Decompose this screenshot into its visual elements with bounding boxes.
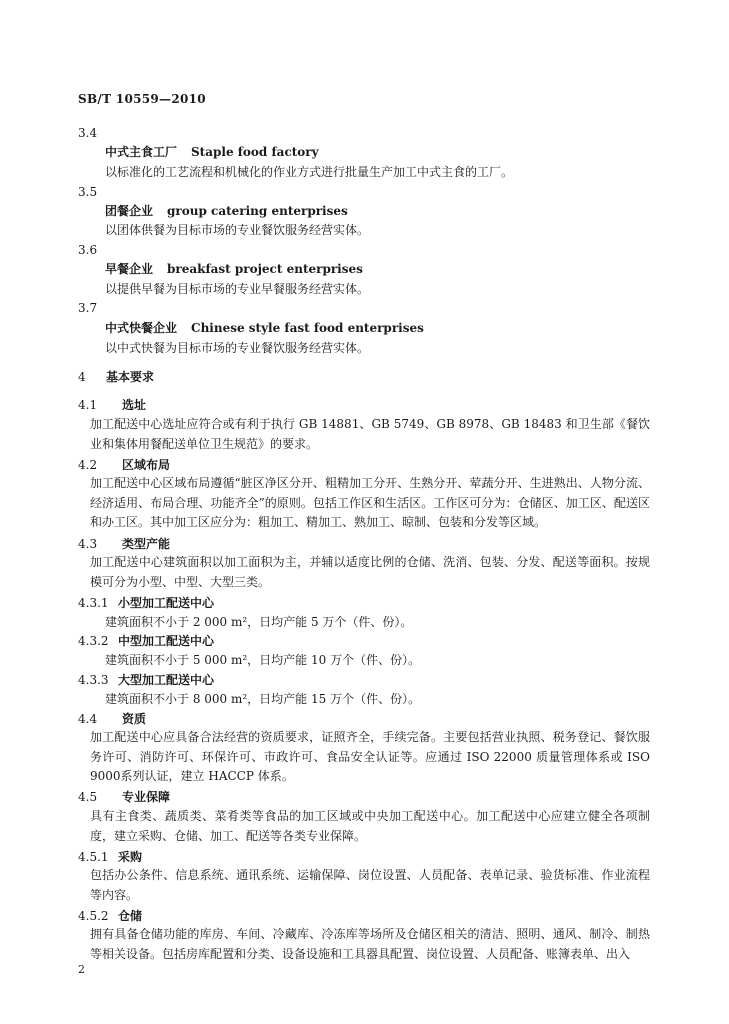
section-heading xyxy=(78,673,214,687)
section-heading xyxy=(78,850,142,864)
section-title: 专业保障 xyxy=(122,790,171,804)
term-english: breakfast project enterprises xyxy=(167,262,363,276)
section-paragraph: 建筑面积不小于 8 000 m²，日均产能 15 万个（件、份）。 xyxy=(105,692,421,706)
section-number: 4.5 xyxy=(78,790,98,804)
term-chinese: 早餐企业 xyxy=(105,262,154,276)
section-number: 4.3.1 xyxy=(78,596,109,610)
section-heading xyxy=(78,596,214,610)
section-paragraph: 加工配送中心区域布局遵循“脏区净区分开、粗精加工分开、生熟分开、荤蔬分开、生进熟出、人物分流、经济适用、布局合理、功能齐全”的原则。包括工作区和生活区。工作区可分为：仓储区、加工区、配送区和办工区。其中加工区应分为：粗加工、精加工、熟加工、晾制、包装和分发等区域。 xyxy=(90,476,650,529)
section-heading xyxy=(78,790,170,804)
section-title: 仓储 xyxy=(118,909,143,923)
definition-text: 以提供早餐为目标市场的专业早餐服务经营实体。 xyxy=(105,282,370,296)
section-paragraph: 拥有具备仓储功能的库房、车间、冷藏库、冷冻库等场所及仓储区相关的清洁、照明、通风、制冷、制热等相关设备。包括房库配置和分类、设备设施和工具器具配置、岗位设置、人员配备、账簿表单、出入 xyxy=(90,927,650,961)
section-heading xyxy=(78,909,142,923)
term-chinese: 中式主食工厂 xyxy=(105,145,178,159)
section-heading xyxy=(78,458,170,472)
section-number: 4.3 xyxy=(78,537,98,551)
definition-text: 以中式快餐为目标市场的专业餐饮服务经营实体。 xyxy=(105,341,370,355)
section-number: 4.1 xyxy=(78,398,98,412)
term-chinese: 团餐企业 xyxy=(105,204,154,218)
section-heading xyxy=(78,537,170,551)
section-paragraph: 加工配送中心应具备合法经营的资质要求，证照齐全，手续完备。主要包括营业执照、税务登记、餐饮服务许可、消防许可、环保许可、市政许可、食品安全认证等。应通过 ISO 22000 质量管理体系或 ISO 9000系列认证，建立 HACCP 体系。 xyxy=(90,730,650,783)
definition-term xyxy=(105,145,319,159)
page-number: 2 xyxy=(78,963,85,976)
definition-number: 3.6 xyxy=(78,243,98,257)
section-paragraph: 具有主食类、蔬质类、菜肴类等食品的加工区域或中央加工配送中心。加工配送中心应建立健全各项制度，建立采购、仓储、加工、配送等各类专业保障。 xyxy=(90,809,650,843)
definition-number: 3.7 xyxy=(78,301,98,315)
section-paragraph: 建筑面积不小于 2 000 m²，日均产能 5 万个（件、份）。 xyxy=(105,615,413,629)
definition-term xyxy=(105,262,363,276)
section-heading xyxy=(78,634,214,648)
document-header: SB/T 10559—2010 xyxy=(78,92,206,106)
section-number: 4.4 xyxy=(78,712,98,726)
section-number: 4.3.3 xyxy=(78,673,109,687)
section-number: 4 xyxy=(78,370,86,384)
section-title: 中型加工配送中心 xyxy=(118,634,215,648)
term-english: Chinese style fast food enterprises xyxy=(191,321,424,335)
section-title: 选址 xyxy=(122,398,147,412)
section-paragraph: 加工配送中心建筑面积以加工面积为主，并辅以适度比例的仓储、洗消、包装、分发、配送等面积。按规模可分为小型、中型、大型三类。 xyxy=(90,555,650,589)
section-title: 小型加工配送中心 xyxy=(118,596,215,610)
section-number: 4.5.1 xyxy=(78,850,109,864)
section-heading xyxy=(78,398,146,412)
definition-text: 以团体供餐为目标市场的专业餐饮服务经营实体。 xyxy=(105,223,370,237)
definition-number: 3.5 xyxy=(78,185,98,199)
section-paragraph: 建筑面积不小于 5 000 m²，日均产能 10 万个（件、份）。 xyxy=(105,653,421,667)
section-paragraph: 加工配送中心选址应符合或有利于执行 GB 14881、GB 5749、GB 8978、GB 18483 和卫生部《餐饮业和集体用餐配送单位卫生规范》的要求。 xyxy=(90,417,650,451)
section-number: 4.5.2 xyxy=(78,909,109,923)
section-heading xyxy=(78,712,146,726)
section-title: 大型加工配送中心 xyxy=(118,673,215,687)
definition-term xyxy=(105,321,424,335)
section-number: 4.3.2 xyxy=(78,634,109,648)
section-paragraph: 包括办公条件、信息系统、通讯系统、运输保障、岗位设置、人员配备、表单记录、验货标准、作业流程等内容。 xyxy=(90,868,650,902)
section-title: 基本要求 xyxy=(106,370,155,384)
section-heading xyxy=(78,370,154,384)
definition-term xyxy=(105,204,348,218)
term-english: group catering enterprises xyxy=(167,204,348,218)
section-title: 采购 xyxy=(118,850,143,864)
section-title: 类型产能 xyxy=(122,537,171,551)
term-chinese: 中式快餐企业 xyxy=(105,321,178,335)
term-english: Staple food factory xyxy=(191,145,319,159)
section-title: 区域布局 xyxy=(122,458,171,472)
section-number: 4.2 xyxy=(78,458,98,472)
definition-number: 3.4 xyxy=(78,126,98,140)
section-title: 资质 xyxy=(122,712,147,726)
definition-text: 以标准化的工艺流程和机械化的作业方式进行批量生产加工中式主食的工厂。 xyxy=(105,165,514,179)
